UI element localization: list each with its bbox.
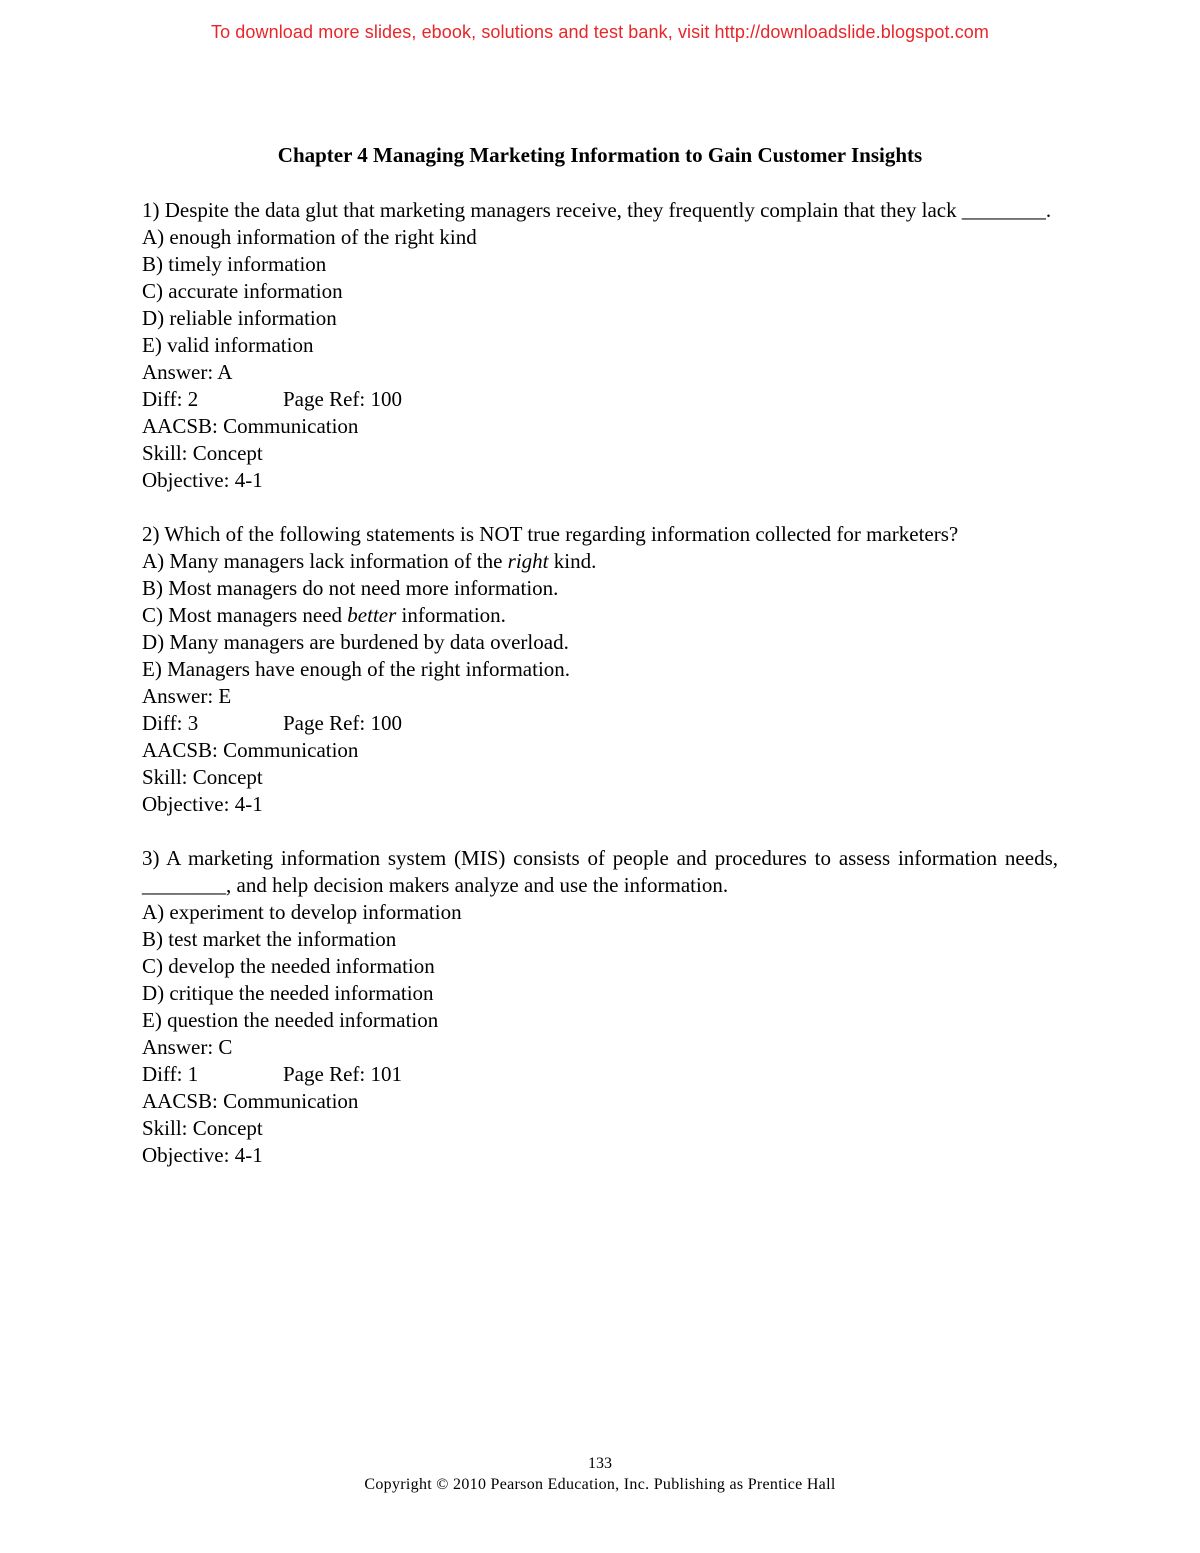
option-c-text-end: information. xyxy=(396,603,506,627)
option-d: D) Many managers are burdened by data overload. xyxy=(142,630,569,654)
option-e: E) valid information xyxy=(142,333,314,357)
aacsb-line: AACSB: Communication xyxy=(142,414,359,438)
option-d: D) reliable information xyxy=(142,306,337,330)
page-ref: Page Ref: 100 xyxy=(283,387,402,411)
option-e: E) Managers have enough of the right information. xyxy=(142,657,571,681)
download-banner[interactable]: To download more slides, ebook, solutions and test bank, visit http://downloadslide.blogspot.com xyxy=(210,22,990,42)
difficulty-row xyxy=(142,1061,1058,1088)
difficulty-row xyxy=(142,386,1058,413)
question-stem: 3) A marketing information system (MIS) consists of people and procedures to assess information needs, ________, and help decision makers analyze and use the information. xyxy=(142,846,1058,897)
option-c-text: C) Most managers need xyxy=(142,603,348,627)
answer-line: Answer: A xyxy=(142,360,233,384)
option-a: A) experiment to develop information xyxy=(142,900,462,924)
option-c: C) develop the needed information xyxy=(142,954,435,978)
chapter-title: Chapter 4 Managing Marketing Information to Gain Customer Insights xyxy=(277,143,923,167)
option-b: B) timely information xyxy=(142,252,327,276)
answer-line: Answer: C xyxy=(142,1035,233,1059)
option-b: B) test market the information xyxy=(142,927,397,951)
option-c-emphasis: better xyxy=(347,603,397,627)
question-1 xyxy=(142,197,1058,494)
option-c: C) accurate information xyxy=(142,279,343,303)
page-number: 133 xyxy=(588,1455,612,1472)
option-a-emphasis: right xyxy=(507,549,549,573)
objective-line: Objective: 4-1 xyxy=(142,468,263,492)
option-c xyxy=(142,602,1058,629)
difficulty: Diff: 3 xyxy=(142,711,199,735)
option-b: B) Most managers do not need more information. xyxy=(142,576,559,600)
skill-line: Skill: Concept xyxy=(142,441,263,465)
difficulty: Diff: 2 xyxy=(142,387,199,411)
document-body xyxy=(142,140,1058,1196)
question-stem: 2) Which of the following statements is NOT true regarding information collected for marketers? xyxy=(142,522,959,546)
copyright-notice: Copyright © 2010 Pearson Education, Inc. Publishing as Prentice Hall xyxy=(364,1476,836,1493)
option-a-text-end: kind. xyxy=(548,549,597,573)
option-a: A) enough information of the right kind xyxy=(142,225,477,249)
objective-line: Objective: 4-1 xyxy=(142,1143,263,1167)
question-metadata xyxy=(142,1034,1058,1169)
question-stem: 1) Despite the data glut that marketing managers receive, they frequently complain that they lack ________. xyxy=(142,198,1052,222)
skill-line: Skill: Concept xyxy=(142,1116,263,1140)
aacsb-line: AACSB: Communication xyxy=(142,1089,359,1113)
option-list xyxy=(142,224,1058,359)
option-a-text: A) Many managers lack information of the xyxy=(142,549,508,573)
aacsb-line: AACSB: Communication xyxy=(142,738,359,762)
question-2 xyxy=(142,521,1058,818)
objective-line: Objective: 4-1 xyxy=(142,792,263,816)
skill-line: Skill: Concept xyxy=(142,765,263,789)
option-list xyxy=(142,548,1058,683)
difficulty: Diff: 1 xyxy=(142,1062,199,1086)
option-d: D) critique the needed information xyxy=(142,981,434,1005)
option-a xyxy=(142,548,1058,575)
question-metadata xyxy=(142,359,1058,494)
option-list xyxy=(142,899,1058,1034)
option-e: E) question the needed information xyxy=(142,1008,439,1032)
difficulty-row xyxy=(142,710,1058,737)
question-3 xyxy=(142,845,1058,1169)
page-ref: Page Ref: 100 xyxy=(283,711,402,735)
page-ref: Page Ref: 101 xyxy=(283,1062,402,1086)
question-metadata xyxy=(142,683,1058,818)
answer-line: Answer: E xyxy=(142,684,232,708)
